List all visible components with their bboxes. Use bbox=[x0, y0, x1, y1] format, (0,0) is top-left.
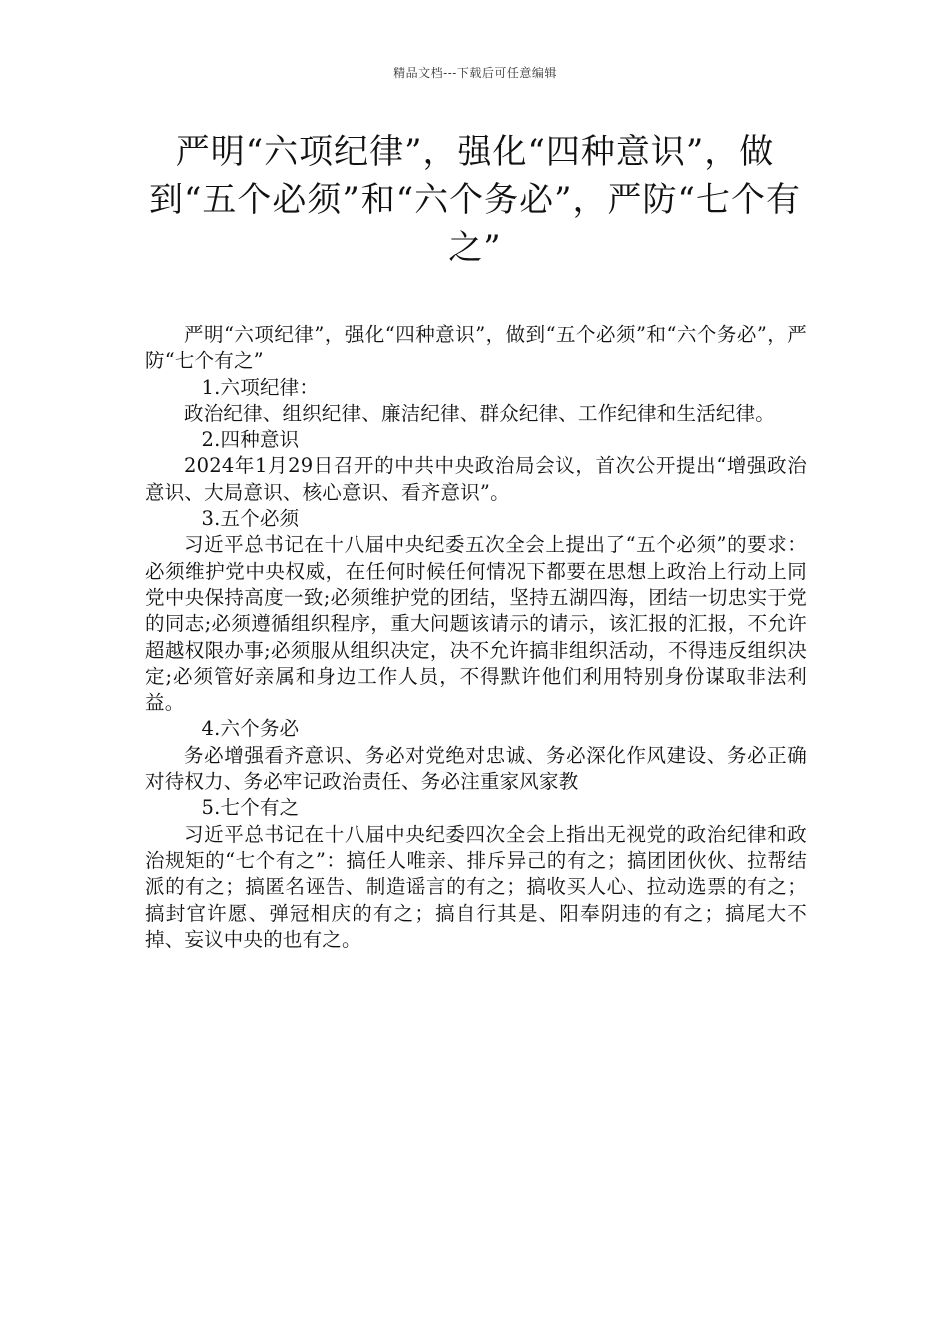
header-note: 精品文档---下载后可任意编辑 bbox=[393, 66, 557, 80]
section-paragraph-5: 习近平总书记在十八届中央纪委四次全会上指出无视党的政治纪律和政治规矩的“七个有之”：搞任人唯亲、排斥异己的有之；搞团团伙伙、拉帮结派的有之；搞匿名诬告、制造谣言的有之；搞收买人心、拉动选票的有之；搞封官许愿、弹冠相庆的有之；搞自行其是、阳奉阴违的有之；搞尾大不掉、妄议中央的也有之。 bbox=[145, 822, 807, 951]
document-title: 严明“六项纪律”，强化“四种意识”，做到“五个必须”和“六个务必”，严防“七个有之” bbox=[149, 132, 801, 268]
section-heading-2: 2.四种意识 bbox=[201, 428, 300, 452]
intro-paragraph: 严明“六项纪律”，强化“四种意识”，做到“五个必须”和“六个务必”，严防“七个有之” bbox=[145, 323, 807, 373]
section-paragraph-4: 务必增强看齐意识、务必对党绝对忠诚、务必深化作风建设、务必正确对待权力、务必牢记政治责任、务必注重家风家教 bbox=[145, 743, 807, 794]
section-paragraph-1: 政治纪律、组织纪律、廉洁纪律、群众纪律、工作纪律和生活纪律。 bbox=[184, 401, 776, 425]
document-body bbox=[145, 322, 807, 953]
section-heading-5: 5.七个有之 bbox=[201, 796, 300, 820]
section-paragraph-3: 习近平总书记在十八届中央纪委五次全会上提出了“五个必须”的要求：必须维护党中央权威，在任何时候任何情况下都要在思想上政治上行动上同党中央保持高度一致;必须维护党的团结，坚持五湖四海，团结一切忠实于党的同志;必须遵循组织程序，重大问题该请示的请示，该汇报的汇报，不允许超越权限办事;必须服从组织决定，决不允许搞非组织活动，不得违反组织决定;必须管好亲属和身边工作人员，不得默许他们利用特别身份谋取非法利益。 bbox=[145, 533, 807, 715]
section-heading-3: 3.五个必须 bbox=[201, 507, 300, 531]
section-heading-4: 4.六个务必 bbox=[201, 717, 300, 741]
section-paragraph-2: 2024年1月29日召开的中共中央政治局会议，首次公开提出“增强政治意识、大局意识、核心意识、看齐意识”。 bbox=[145, 454, 807, 504]
section-heading-1: 1.六项纪律： bbox=[201, 375, 320, 399]
